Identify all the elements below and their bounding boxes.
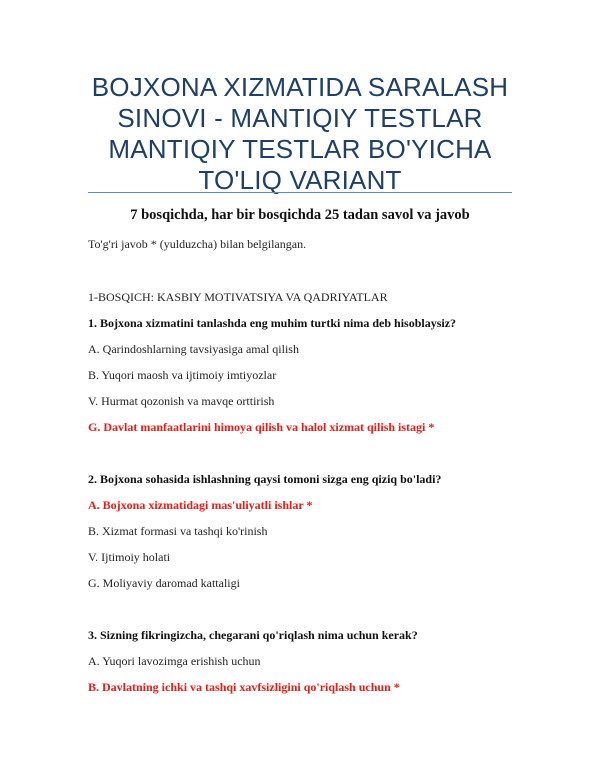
- document-subtitle: 7 bosqichda, har bir bosqichda 25 tadan savol va javob: [130, 207, 470, 223]
- answer-option: V. Ijtimoiy holati: [88, 550, 171, 564]
- question-text: 1. Bojxona xizmatini tanlashda eng muhim turtki nima deb hisoblaysiz?: [88, 316, 457, 330]
- answer-option: B. Yuqori maosh va ijtimoiy imtiyozlar: [88, 368, 277, 382]
- question-text: 3. Sizning fikringizcha, chegarani qo'riqlash nima uchun kerak?: [88, 628, 418, 642]
- document-title: [60, 72, 540, 196]
- title-divider: [88, 192, 512, 193]
- answer-option: A. Qarindoshlarning tavsiyasiga amal qilish: [88, 342, 299, 356]
- answer-option: B. Xizmat formasi va tashqi ko'rinish: [88, 524, 268, 538]
- answer-key-note: To'g'ri javob * (yulduzcha) bilan belgilangan.: [88, 237, 307, 251]
- question-text: 2. Bojxona sohasida ishlashning qaysi tomoni sizga eng qiziq bo'ladi?: [88, 472, 442, 486]
- title-line: BOJXONA XIZMATIDA SARALASH: [91, 72, 509, 102]
- answer-option: G. Moliyaviy daromad kattaligi: [88, 576, 240, 590]
- correct-answer-option: A. Bojxona xizmatidagi mas'uliyatli ishlar *: [88, 498, 313, 512]
- title-line: SINOVI - MANTIQIY TESTLAR: [117, 103, 483, 133]
- answer-option: V. Hurmat qozonish va mavqe orttirish: [88, 394, 275, 408]
- title-line: TO'LIQ VARIANT: [198, 165, 402, 195]
- correct-answer-option: B. Davlatning ichki va tashqi xavfsizligini qo'riqlash uchun *: [88, 680, 400, 694]
- answer-option: A. Yuqori lavozimga erishish uchun: [88, 654, 261, 668]
- title-line: MANTIQIY TESTLAR BO'YICHA: [108, 134, 492, 164]
- stage-heading: 1-BOSQICH: KASBIY MOTIVATSIYA VA QADRIYATLAR: [88, 290, 388, 304]
- correct-answer-option: G. Davlat manfaatlarini himoya qilish va halol xizmat qilish istagi *: [88, 420, 435, 434]
